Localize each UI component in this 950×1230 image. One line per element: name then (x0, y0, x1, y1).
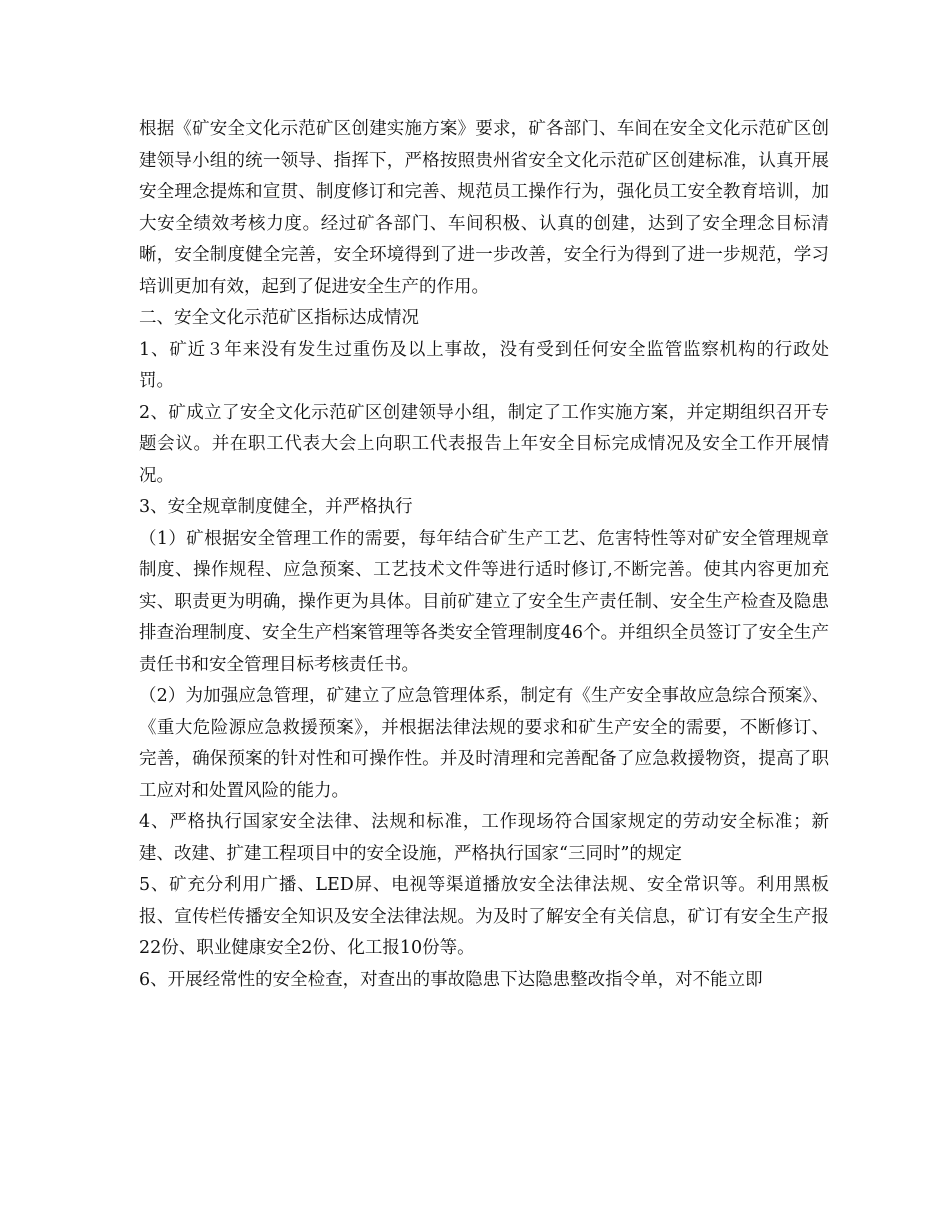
item-1-paragraph: 1、矿近３年来没有发生过重伤及以上事故，没有受到任何安全监管监察机构的行政处罚。 (139, 339, 829, 391)
section-heading: 二、安全文化示范矿区指标达成情况 (139, 308, 419, 328)
item-3-sub-1-paragraph: （1）矿根据安全管理工作的需要，每年结合矿生产工艺、危害特性等对矿安全管理规章制度、操作规程、应急预案、工艺技术文件等进行适时修订,不断完善。使其内容更加充实、职责更为明确，操作更为具体。目前矿建立了安全生产责任制、安全生产检查及隐患排查治理制度、安全生产档案管理等各类安全管理制度46个。并组织全员签订了安全生产责任书和安全管理目标考核责任书。 (139, 528, 829, 675)
document-body (139, 114, 829, 996)
item-6-paragraph: 6、开展经常性的安全检查，对查出的事故隐患下达隐患整改指令单，对不能立即 (139, 969, 763, 990)
intro-paragraph: 根据《矿安全文化示范矿区创建实施方案》要求，矿各部门、车间在安全文化示范矿区创建领导小组的统一领导、指挥下，严格按照贵州省安全文化示范矿区创建标准，认真开展安全理念提炼和宣贯、制度修订和完善、规范员工操作行为，强化员工安全教育培训，加大安全绩效考核力度。经过矿各部门、车间积极、认真的创建，达到了安全理念目标清晰，安全制度健全完善，安全环境得到了进一步改善，安全行为得到了进一步规范，学习培训更加有效，起到了促进安全生产的作用。 (139, 119, 829, 297)
item-2-paragraph: 2、矿成立了安全文化示范矿区创建领导小组，制定了工作实施方案，并定期组织召开专题会议。并在职工代表大会上向职工代表报告上年安全目标完成情况及安全工作开展情况。 (139, 402, 829, 486)
item-4-paragraph: 4、严格执行国家安全法律、法规和标准，工作现场符合国家规定的劳动安全标准；新建、改建、扩建工程项目中的安全设施，严格执行国家“三同时”的规定 (139, 812, 829, 864)
item-3-sub-2-paragraph: （2）为加强应急管理，矿建立了应急管理体系，制定有《生产安全事故应急综合预案》、《重大危险源应急救援预案》，并根据法律法规的要求和矿生产安全的需要，不断修订、完善，确保预案的针对性和可操作性。并及时清理和完善配备了应急救援物资，提高了职工应对和处置风险的能力。 (139, 686, 829, 801)
item-3-heading: 3、安全规章制度健全，并严格执行 (139, 497, 413, 517)
item-5-paragraph: 5、矿充分利用广播、LED屏、电视等渠道播放安全法律法规、安全常识等。利用黑板报、宣传栏传播安全知识及安全法律法规。为及时了解安全有关信息，矿订有安全生产报22份、职业健康安全2份、化工报10份等。 (139, 875, 829, 958)
